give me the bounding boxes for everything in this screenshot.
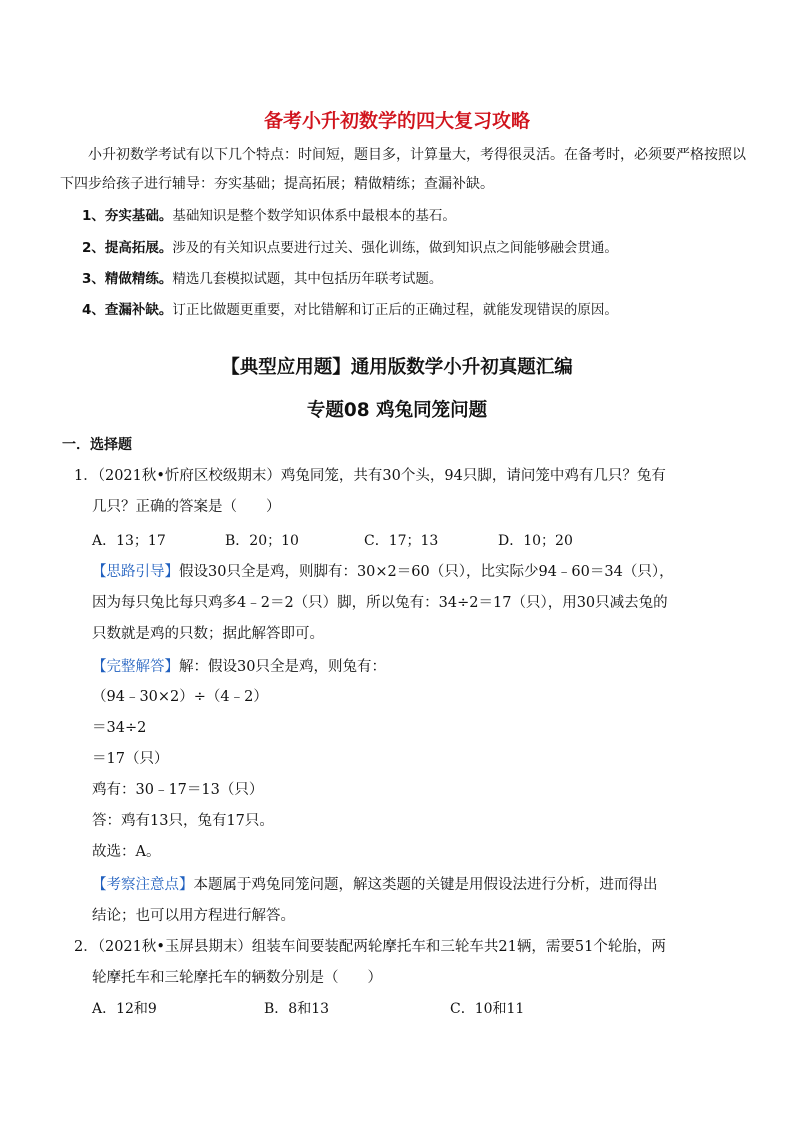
question-1-line: 1．（2021秋•忻府区校级期末）鸡兔同笼，共有30个头，94只脚，请问笼中鸡有几只？兔有	[74, 468, 666, 484]
option-c: C．10和11	[450, 1001, 525, 1017]
option-b: B．20；10	[225, 533, 299, 549]
question-2-line: 轮摩托车和三轮摩托车的辆数分别是（ ）	[92, 970, 382, 986]
option-d: D．10；20	[498, 533, 573, 549]
solution-line	[92, 655, 752, 676]
note-line: 结论；也可以用方程进行解答。	[92, 908, 295, 924]
tip-lead: 4、查漏补缺。	[82, 302, 173, 318]
solution-text: 解：假设30只全是鸡，则兔有：	[179, 659, 386, 675]
note-tag: 【考察注意点】	[92, 877, 194, 893]
tip-item	[82, 238, 752, 258]
choice-line: 故选：A。	[92, 844, 161, 860]
option-c: C．17；13	[364, 533, 439, 549]
option-b: B．8和13	[264, 1001, 330, 1017]
hint-line: 因为每只兔比每只鸡多4﹣2＝2（只）脚，所以兔有：34÷2＝17（只），用30只减去兔的	[92, 595, 668, 611]
answer-line: 答：鸡有13只，兔有17只。	[92, 813, 274, 829]
hint-tag: 【思路引导】	[92, 564, 179, 580]
calc-line: （94﹣30×2）÷（4﹣2）	[92, 689, 268, 705]
tip-item	[82, 269, 752, 289]
tip-text: 精选几套模拟试题，其中包括历年联考试题。	[172, 271, 443, 287]
option-a: A．12和9	[92, 1001, 157, 1017]
hint-line	[92, 560, 752, 581]
calc-line: ＝17（只）	[92, 751, 169, 767]
note-text: 本题属于鸡兔同笼问题，解这类题的关键是用假设法进行分析，进而得出	[193, 877, 658, 893]
tip-text: 订正比做题更重要，对比错解和订正后的正确过程，就能发现错误的原因。	[172, 302, 618, 318]
option-a: A．13；17	[92, 533, 166, 549]
tip-text: 涉及的有关知识点要进行过关、强化训练，做到知识点之间能够融会贯通。	[172, 240, 618, 256]
hint-line: 只数就是鸡的只数；据此解答即可。	[92, 626, 324, 642]
tip-lead: 1、夯实基础。	[82, 208, 173, 224]
note-line	[92, 873, 752, 894]
tip-item	[82, 300, 752, 320]
calc-line: ＝34÷2	[92, 720, 147, 736]
intro-title: 备考小升初数学的四大复习攻略	[263, 110, 530, 132]
intro-paragraph: 小升初数学考试有以下几个特点：时间短，题目多，计算量大，考得很灵活。在备考时，必须要严格按照以下四步给孩子进行辅导：夯实基础；提高拓展；精做精练；查漏补缺。	[60, 147, 746, 192]
question-1-line: 几只？正确的答案是（ ）	[92, 499, 281, 515]
tip-text: 基础知识是整个数学知识体系中最根本的基石。	[172, 208, 456, 224]
tip-lead: 2、提高拓展。	[82, 240, 173, 256]
question-2-line: 2．（2021秋•玉屏县期末）组装车间要装配两轮摩托车和三轮车共21辆，需要51个轮胎，两	[74, 939, 666, 955]
sub-title: 专题08 鸡兔同笼问题	[306, 400, 488, 421]
section-title: 一．选择题	[62, 437, 132, 453]
tip-lead: 3、精做精练。	[82, 271, 173, 287]
hint-text: 假设30只全是鸡，则脚有：30×2＝60（只），比实际少94﹣60＝34（只），	[179, 564, 674, 580]
solution-tag: 【完整解答】	[92, 659, 179, 675]
tip-item	[82, 206, 752, 226]
main-title: 【典型应用题】通用版数学小升初真题汇编	[221, 357, 573, 378]
calc-line: 鸡有：30﹣17＝13（只）	[92, 782, 264, 798]
